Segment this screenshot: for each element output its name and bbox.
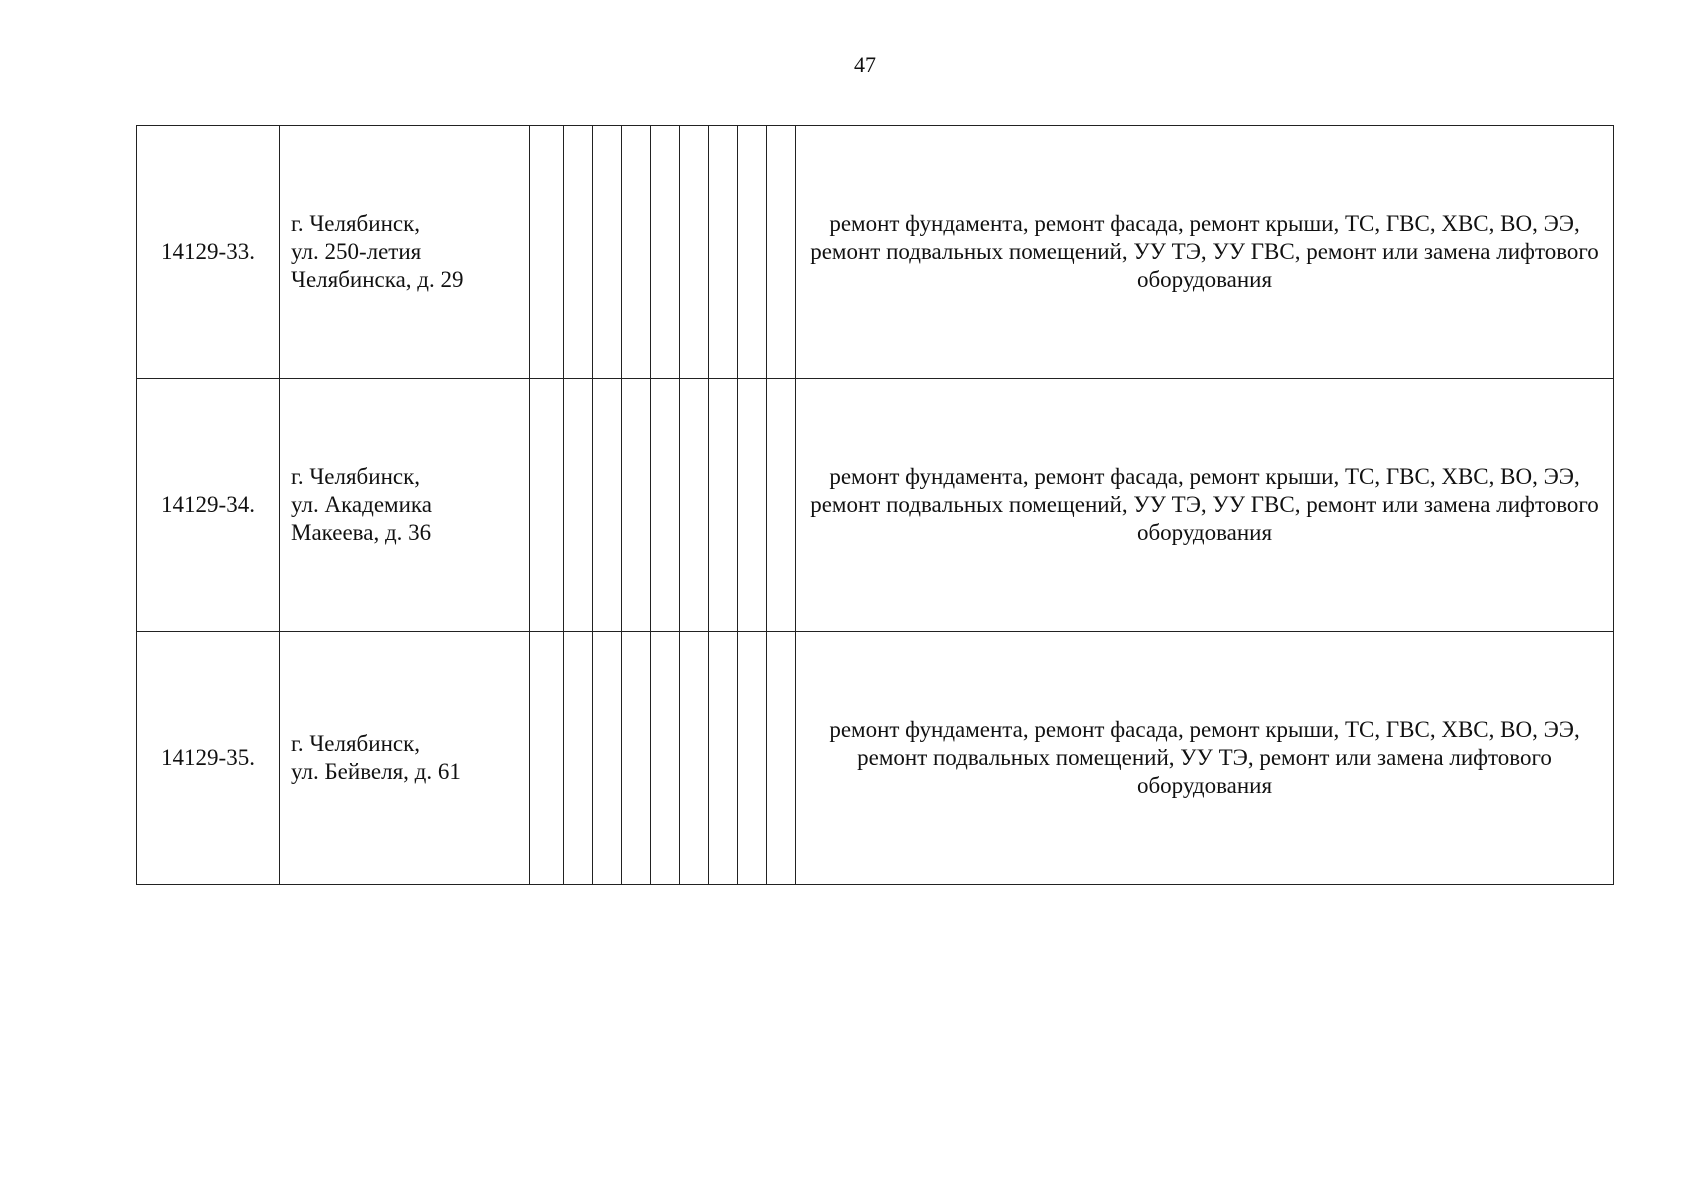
empty-cell [738,126,767,379]
works-cell: ремонт фундамента, ремонт фасада, ремонт крыши, ТС, ГВС, ХВС, ВО, ЭЭ, ремонт подвальных помещений, УУ ТЭ, УУ ГВС, ремонт или замена лифтового оборудования [796,379,1614,632]
works-cell: ремонт фундамента, ремонт фасада, ремонт крыши, ТС, ГВС, ХВС, ВО, ЭЭ, ремонт подвальных помещений, УУ ТЭ, ремонт или замена лифтового оборудования [796,632,1614,885]
empty-cell [709,379,738,632]
address-line: ул. Академика [291,492,432,517]
table-row [137,379,1614,632]
empty-cell [593,126,622,379]
empty-cell [593,379,622,632]
empty-cell [530,379,564,632]
row-id-cell: 14129-35. [137,632,280,885]
empty-cell [622,632,651,885]
table-row [137,632,1614,885]
empty-cell [680,379,709,632]
empty-cell [651,379,680,632]
empty-cell [530,632,564,885]
address-line: ул. 250-летия [291,239,422,264]
address-line: ул. Бейвеля, д. 61 [291,759,461,784]
empty-cell [651,632,680,885]
empty-cell [767,379,796,632]
empty-cell [564,379,593,632]
housing-repair-table [136,125,1614,885]
empty-cell [593,632,622,885]
address-line: г. Челябинск, [291,464,421,489]
empty-cell [564,126,593,379]
works-cell: ремонт фундамента, ремонт фасада, ремонт крыши, ТС, ГВС, ХВС, ВО, ЭЭ, ремонт подвальных помещений, УУ ТЭ, УУ ГВС, ремонт или замена лифтового оборудования [796,126,1614,379]
address-cell [280,379,530,632]
empty-cell [564,632,593,885]
empty-cell [530,126,564,379]
empty-cell [709,126,738,379]
row-id-cell: 14129-33. [137,126,280,379]
empty-cell [767,126,796,379]
address-line: г. Челябинск, [291,211,421,236]
page-number: 47 [854,52,876,77]
empty-cell [622,126,651,379]
empty-cell [651,126,680,379]
empty-cell [622,379,651,632]
table-row [137,126,1614,379]
empty-cell [709,632,738,885]
address-line: г. Челябинск, [291,731,421,756]
empty-cell [767,632,796,885]
empty-cell [738,379,767,632]
empty-cell [680,632,709,885]
empty-cell [738,632,767,885]
address-line: Макеева, д. 36 [291,520,432,545]
address-line: Челябинска, д. 29 [291,267,464,292]
address-cell [280,632,530,885]
row-id-cell: 14129-34. [137,379,280,632]
address-cell [280,126,530,379]
empty-cell [680,126,709,379]
